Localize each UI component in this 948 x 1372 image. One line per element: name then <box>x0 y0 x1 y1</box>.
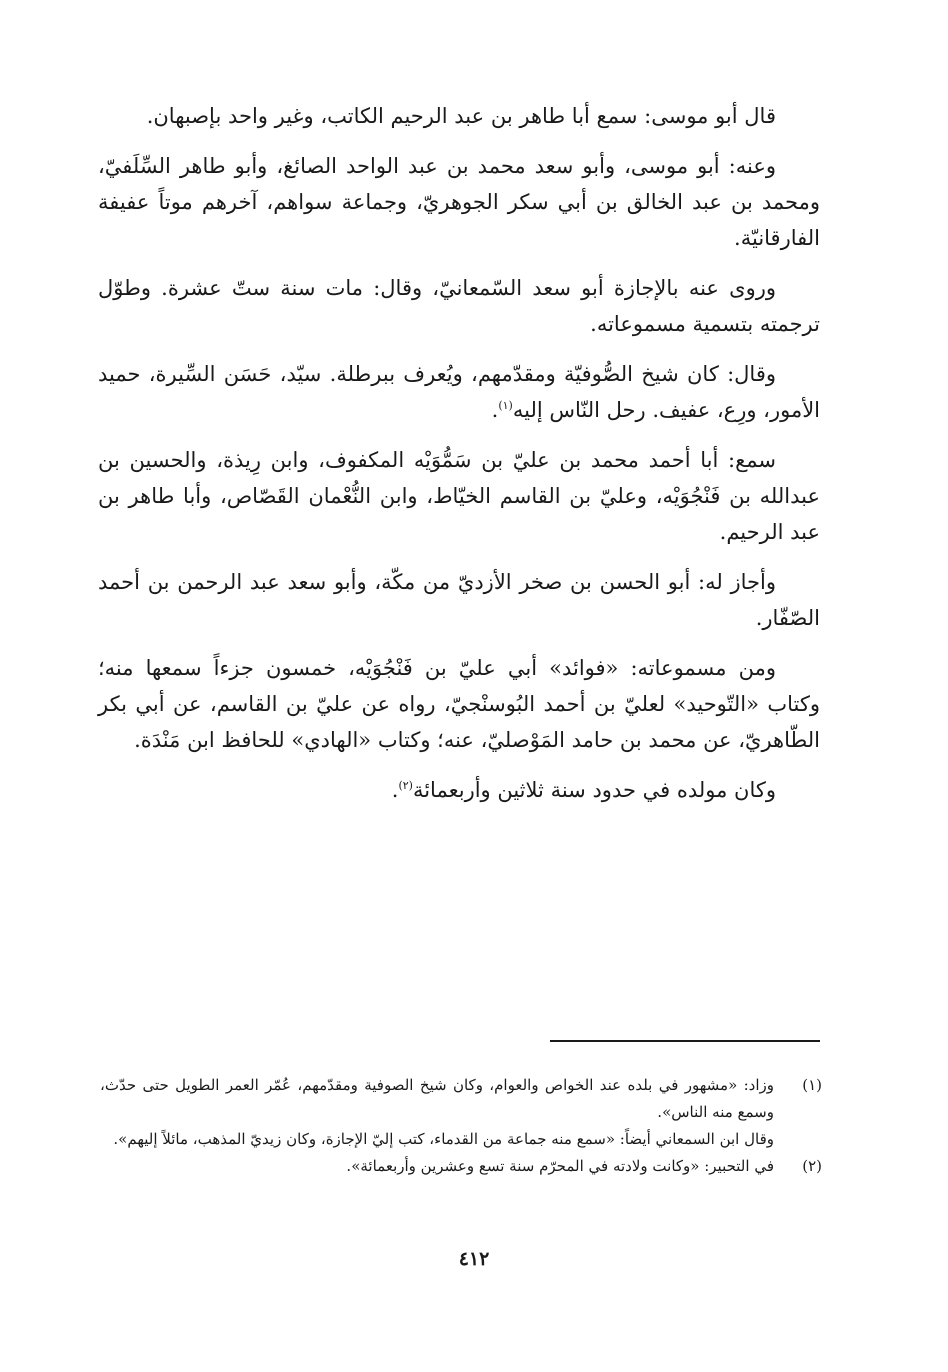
footnote-1-line-1: وزاد: «مشهور في بلده عند الخواص والعوام، وكان شيخ الصوفية ومقدّمهم، عُمّر العمر الطويل حتى حدّث، وسمع منه الناس». <box>100 1076 774 1121</box>
main-text <box>98 98 820 822</box>
footnote-1-body <box>100 1072 774 1153</box>
footnote-2-number: (٢) <box>802 1157 822 1175</box>
paragraph-8 <box>98 772 820 808</box>
paragraph-8-end: . <box>391 778 399 802</box>
paragraph-4-text: وقال: كان شيخ الصُّوفيّة ومقدّمهم، ويُعرف ببرطلة. سيّد، حَسَن السِّيرة، حميد الأمور، ورِع، عفيف. رحل النّاس إليه <box>98 362 820 422</box>
footnote-ref-1: (١) <box>498 399 513 412</box>
paragraph-6: وأجاز له: أبو الحسن بن صخر الأزديّ من مكّة، وأبو سعد عبد الرحمن بن أحمد الصّفّار. <box>98 570 820 630</box>
footnotes <box>100 1072 822 1180</box>
footnote-1-number: (١) <box>802 1076 822 1094</box>
paragraph-3: وروى عنه بالإجازة أبو سعد السّمعانيّ، وقال: مات سنة ستّ عشرة. وطوّل ترجمته بتسمية مسموعاته. <box>98 276 820 336</box>
footnote-2-body <box>100 1153 774 1180</box>
paragraph-2: وعنه: أبو موسى، وأبو سعد محمد بن عبد الواحد الصائغ، وأبو طاهر السِّلَفيّ، ومحمد بن عبد الخالق بن أبي سكر الجوهريّ، وجماعة سواهم، آخرهم موتاً عفيفة الفارقانيّة. <box>98 154 820 250</box>
paragraph-8-text: وكان مولده في حدود سنة ثلاثين وأربعمائة <box>412 778 776 802</box>
paragraph-7: ومن مسموعاته: «فوائد» أبي عليّ بن فَنْجُوَيْه، خمسون جزءاً سمعها منه؛ وكتاب «التّوحيد» لعليّ بن أحمد البُوسنْجيّ، رواه عن عليّ بن القاسم، عن أبي بكر الطّاهريّ، عن محمد بن حامد المَوْصليّ، عنه؛ وكتاب «الهادي» للحافظ ابن مَنْدَة. <box>98 656 820 752</box>
paragraph-5: سمع: أبا أحمد محمد بن عليّ بن سَمُّوَيْه المكفوف، وابن رِيذة، والحسين بن عبدالله بن فَنْجُوَيْه، وعليّ بن القاسم الخيّاط، وابن النُّعْمان القَصّاص، وأبا طاهر بن عبد الرحيم. <box>98 448 820 544</box>
paragraph-4-end: . <box>491 398 499 422</box>
page-number: ٤١٢ <box>458 1248 490 1270</box>
paragraph-1: قال أبو موسى: سمع أبا طاهر بن عبد الرحيم الكاتب، وغير واحد بإصبهان. <box>146 104 776 128</box>
footnote-1 <box>100 1072 822 1153</box>
paragraph-4 <box>98 356 820 428</box>
footnote-separator <box>550 1040 820 1042</box>
footnote-1-line-2: وقال ابن السمعاني أيضاً: «سمع منه جماعة من القدماء، كتب إليّ الإجازة، وكان زيديّ المذهب، مائلاً إليهم». <box>113 1130 774 1148</box>
footnote-2 <box>100 1153 822 1180</box>
footnote-ref-2: (٢) <box>398 779 413 792</box>
footnote-2-line-1: في التحبير: «وكانت ولادته في المحرّم سنة تسع وعشرين وأربعمائة». <box>346 1157 774 1175</box>
